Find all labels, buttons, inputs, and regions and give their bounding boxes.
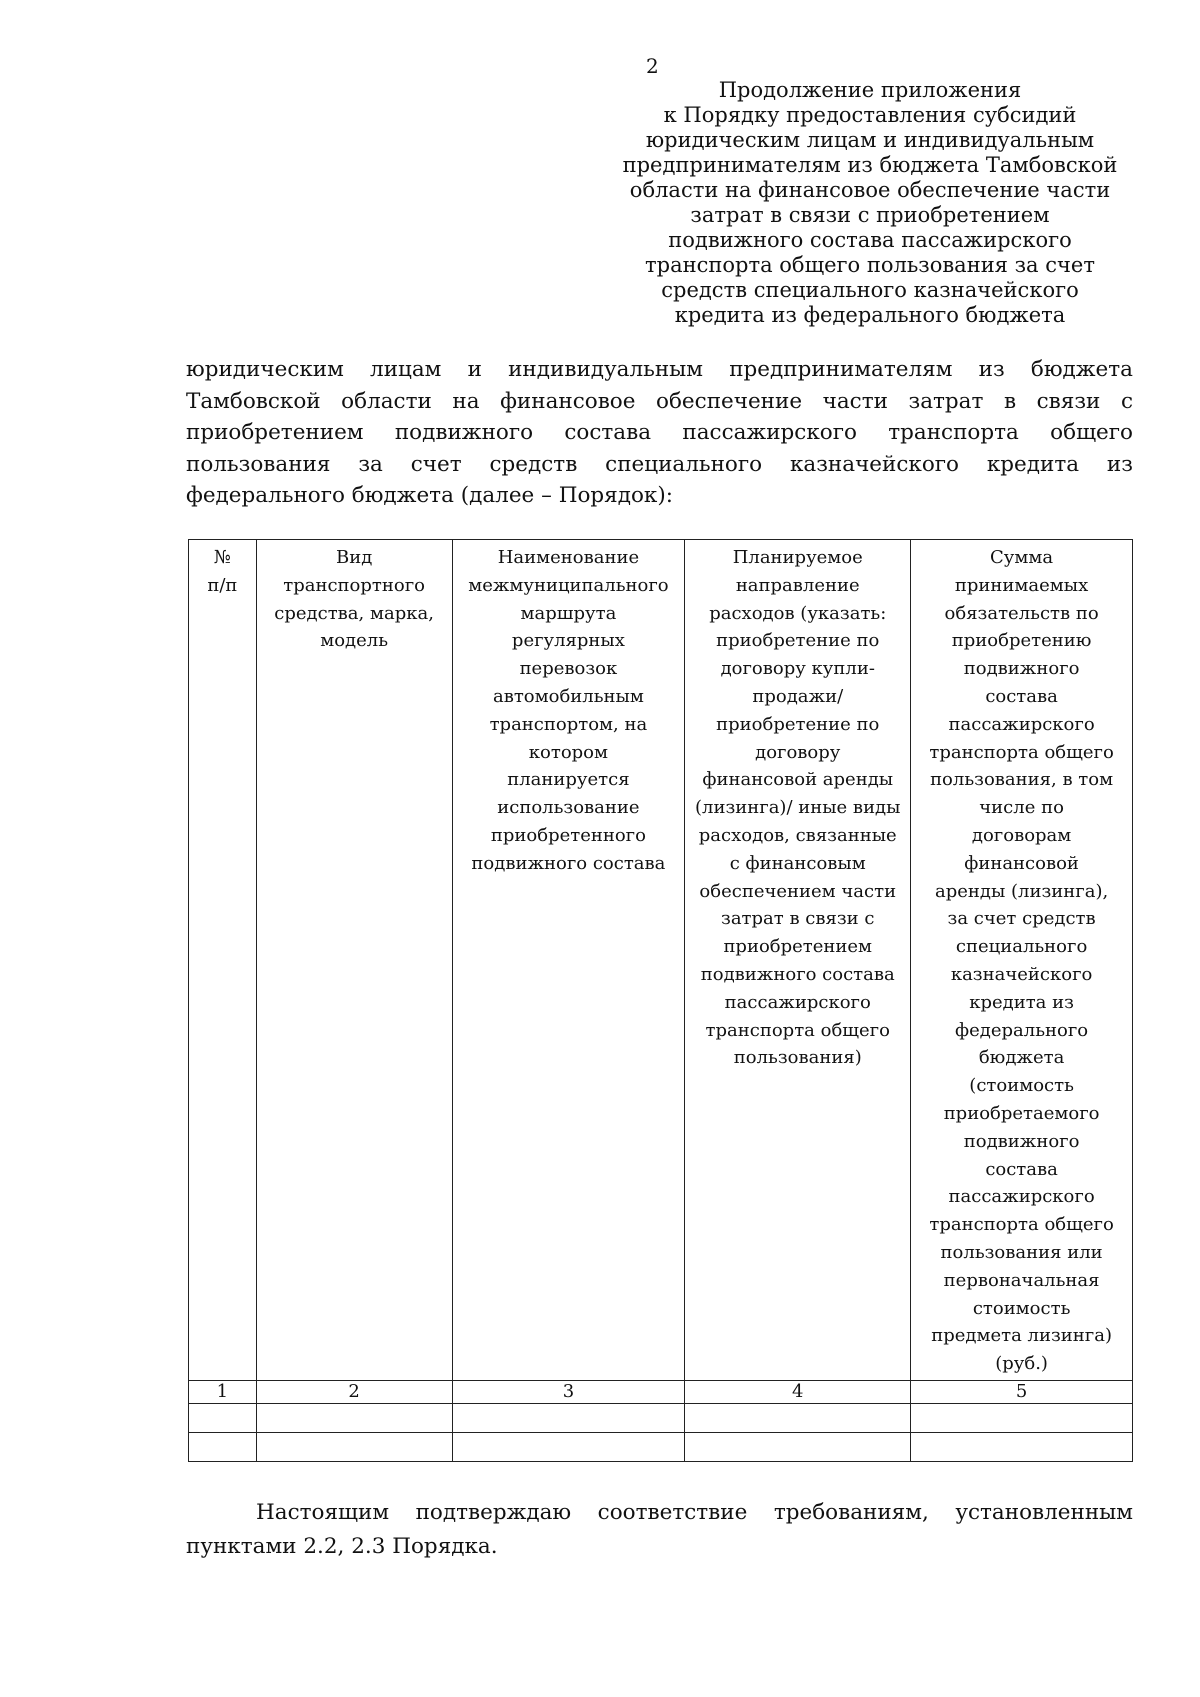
header-cell-line: № <box>213 547 231 568</box>
paragraph-line: Тамбовской области на финансовое обеспечение части затрат в связи с <box>186 388 1133 414</box>
header-cell-line: планируется <box>507 769 630 791</box>
header-line: области на финансовое обеспечение части <box>629 178 1111 202</box>
header-cell-line: пассажирского <box>724 991 871 1013</box>
header-cell-line: (руб.) <box>995 1353 1048 1375</box>
header-cell-line: затрат в связи с <box>721 908 875 930</box>
header-cell-line: расходов, связанные <box>698 824 897 846</box>
header-cell-line: приобретаемого <box>943 1102 1100 1124</box>
header-cell-line: подвижного состава <box>471 852 666 874</box>
header-cell-line: стоимость <box>972 1297 1071 1319</box>
paragraph-line: пользования за счет средств специального казначейского кредита из <box>186 451 1133 477</box>
header-cell-line: транспорта общего <box>705 1019 890 1041</box>
header-cell-line: финансовой аренды <box>702 769 894 791</box>
header-cell-line: пассажирского <box>948 713 1095 735</box>
column-number: 4 <box>685 1380 911 1403</box>
header-cell-line: перевозок <box>519 658 618 680</box>
header-cell-line: числе по <box>979 797 1064 819</box>
header-cell-line: финансовой <box>964 852 1079 874</box>
header-cell-line: подвижного состава <box>700 963 895 985</box>
header-cell-line: договору <box>755 741 841 763</box>
column-number: 3 <box>452 1380 685 1403</box>
header-cell-number <box>189 540 257 1381</box>
header-cell-line: федерального <box>955 1019 1089 1041</box>
header-line: к Порядку предоставления субсидий <box>663 103 1077 127</box>
header-cell-line: использование <box>497 797 640 819</box>
header-cell-line: Планируемое <box>732 547 863 568</box>
header-cell-line: пользования) <box>733 1047 862 1069</box>
header-line: средств специального казначейского <box>661 278 1079 302</box>
header-cell-line: приобретенного <box>490 824 646 846</box>
header-cell-line: предмета лизинга) <box>931 1325 1112 1347</box>
header-cell-line: маршрута <box>520 602 617 624</box>
header-cell-line: приобретением <box>723 936 873 958</box>
appendix-header <box>600 78 1140 328</box>
table-cell <box>452 1432 685 1461</box>
vehicles-table <box>188 539 1133 1462</box>
header-line: транспорта общего пользования за счет <box>645 253 1095 277</box>
header-cell-line: транспортом, на <box>489 713 648 735</box>
header-cell-line: приобретению <box>951 630 1092 652</box>
header-cell-line: пассажирского <box>948 1186 1095 1208</box>
column-number: 1 <box>189 1380 257 1403</box>
header-cell-line: первоначальная <box>943 1269 1100 1291</box>
header-cell-line: за счет средств <box>947 908 1096 930</box>
table-cell <box>256 1432 452 1461</box>
table-cell <box>911 1432 1133 1461</box>
header-cell-line: направление <box>735 574 860 596</box>
header-cell-line: бюджета <box>978 1047 1065 1069</box>
table-cell <box>189 1432 257 1461</box>
table-header-row <box>189 540 1133 1381</box>
table-row <box>189 1403 1133 1432</box>
header-cell-line: с финансовым <box>729 852 866 874</box>
header-cell-line: аренды (лизинга), <box>934 880 1109 902</box>
header-cell-line: пользования или <box>940 1241 1103 1263</box>
header-cell-expense-direction <box>685 540 911 1381</box>
header-cell-line: автомобильным <box>492 685 644 707</box>
header-cell-line: модель <box>320 630 389 652</box>
header-cell-line: п/п <box>207 574 238 596</box>
paragraph-line: федерального бюджета (далее – Порядок): <box>186 483 673 508</box>
table-row <box>189 1432 1133 1461</box>
confirmation-line: Настоящим подтверждаю соответствие требованиям, установленным <box>256 1500 1133 1525</box>
header-cell-line: кредита из <box>969 991 1074 1013</box>
table-cell <box>452 1403 685 1432</box>
header-cell-line: состава <box>985 1158 1058 1180</box>
header-line: предпринимателям из бюджета Тамбовской <box>622 153 1118 177</box>
column-number: 2 <box>256 1380 452 1403</box>
header-cell-line: обеспечением части <box>699 880 897 902</box>
header-cell-route-name <box>452 540 685 1381</box>
paragraph-line: приобретением подвижного состава пассажирского транспорта общего <box>186 420 1133 445</box>
header-cell-line: транспорта общего <box>929 1214 1114 1236</box>
header-cell-vehicle-type <box>256 540 452 1381</box>
header-cell-line: межмуниципального <box>468 574 669 596</box>
paragraph-line: юридическим лицам и индивидуальным предпринимателям из бюджета <box>186 357 1133 382</box>
column-number: 5 <box>911 1380 1133 1403</box>
table-cell <box>911 1403 1133 1432</box>
header-cell-line: транспорта общего <box>929 741 1114 763</box>
header-cell-line: Наименование <box>497 547 640 568</box>
table-cell <box>685 1432 911 1461</box>
header-cell-line: договорам <box>971 824 1072 846</box>
header-cell-line: подвижного <box>963 1130 1080 1152</box>
intro-paragraph <box>186 354 1133 512</box>
table-cell <box>189 1403 257 1432</box>
header-cell-line: регулярных <box>511 630 625 652</box>
column-number-row <box>189 1380 1133 1403</box>
header-cell-line: средства, марка, <box>274 602 434 624</box>
header-cell-line: приобретение по <box>716 713 880 735</box>
header-cell-line: Сумма <box>990 547 1054 568</box>
header-cell-line: расходов (указать: <box>709 602 887 624</box>
header-cell-line: подвижного <box>963 658 1080 680</box>
header-cell-line: пользования, в том <box>930 769 1114 791</box>
header-line: подвижного состава пассажирского <box>668 228 1072 252</box>
header-cell-line: обязательств по <box>944 602 1099 624</box>
header-cell-line: котором <box>528 741 609 763</box>
header-line: затрат в связи с приобретением <box>690 203 1050 227</box>
table-cell <box>256 1403 452 1432</box>
header-line: Продолжение приложения <box>718 78 1022 102</box>
header-line: юридическим лицам и индивидуальным <box>645 128 1095 152</box>
header-cell-line: договору купли- <box>720 658 875 680</box>
header-cell-line: состава <box>985 685 1058 707</box>
header-cell-line: (лизинга)/ иные виды <box>695 797 901 819</box>
header-cell-line: продажи/ <box>752 685 844 707</box>
header-cell-obligation-sum <box>911 540 1133 1381</box>
header-cell-line: приобретение по <box>716 630 880 652</box>
header-cell-line: принимаемых <box>954 574 1089 596</box>
header-line: кредита из федерального бюджета <box>674 303 1066 327</box>
header-cell-line: казначейского <box>950 963 1093 985</box>
confirmation-text <box>186 1496 1133 1564</box>
header-cell-line: (стоимость <box>969 1075 1074 1097</box>
confirmation-line: пунктами 2.2, 2.3 Порядка. <box>186 1534 498 1559</box>
header-cell-line: транспортного <box>283 574 425 596</box>
header-cell-line: Вид <box>335 547 373 568</box>
page-number: 2 <box>646 54 659 78</box>
header-cell-line: специального <box>955 936 1088 958</box>
table-cell <box>685 1403 911 1432</box>
